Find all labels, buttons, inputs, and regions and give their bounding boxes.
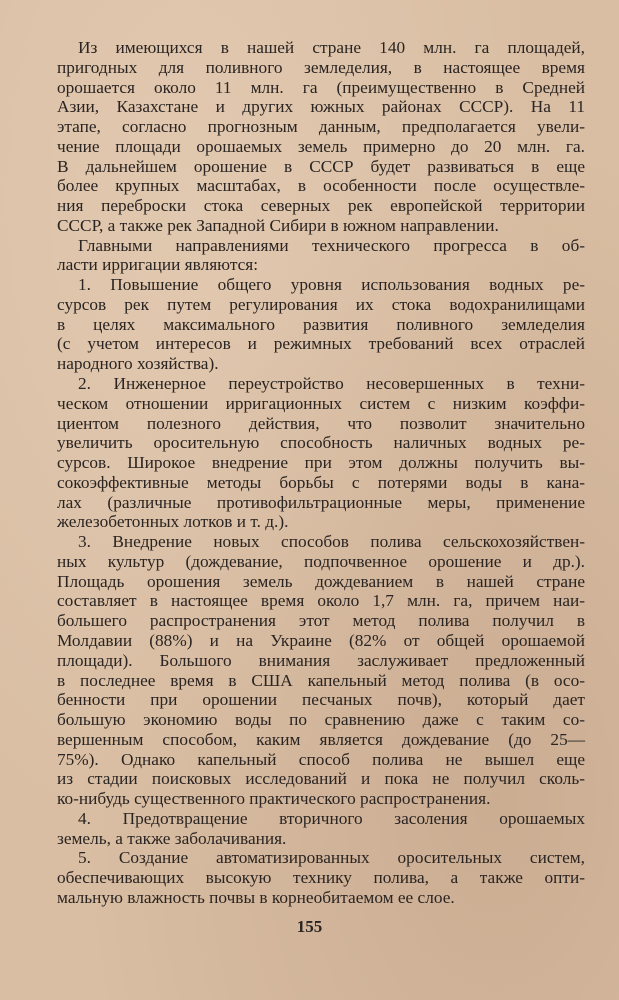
text-line: обеспечивающих высокую технику полива, а также опти- [57, 868, 585, 888]
text-line: сокоэффективные методы борьбы с потерями воды в кана- [57, 472, 585, 492]
text-line: циентом полезного действия, что позволит значительно [57, 413, 585, 433]
page-number: 155 [296, 917, 323, 936]
text-line: железобетонных лотков и т. д.). [57, 512, 289, 532]
text-line: Площадь орошения земель дождеванием в нашей стране [57, 571, 585, 591]
text-line: 75%). Однако капельный способ полива не вышел еще [57, 749, 585, 769]
text-line: (с учетом интересов и режимных требований всех отраслей [57, 334, 585, 354]
text-line: народного хозяйства). [57, 354, 219, 374]
text-line: 1. Повышение общего уровня использования водных ре- [78, 275, 585, 295]
text-line: сурсов. Широкое внедрение при этом должны получить вы- [57, 453, 585, 473]
text-line: Главными направлениями технического прогресса в об- [78, 235, 585, 255]
text-line: бенности при орошении песчаных почв), который дает [57, 690, 585, 710]
text-line: сурсов рек путем регулирования их стока водохранилищами [57, 294, 585, 314]
text-line: Молдавии (88%) и на Украине (82% от общей орошаемой [57, 630, 585, 650]
text-line: 5. Создание автоматизированных оросительных систем, [78, 848, 585, 868]
text-line: мальную влажность почвы в корнеобитаемом ее слое. [57, 887, 455, 907]
text-line: ко-нибудь существенного практического распространения. [57, 789, 491, 809]
text-line: большую экономию воды по сравнению даже с таким со- [57, 710, 585, 730]
text-line: в целях максимального развития поливного земледелия [57, 314, 585, 334]
text-line: большего распространения этот метод полива получил в [57, 611, 585, 631]
text-line: увеличить оросительную способность наличных водных ре- [57, 433, 585, 453]
text-line: чение площади орошаемых земель примерно до 20 млн. га. [57, 136, 585, 156]
text-line: 3. Внедрение новых способов полива сельскохозяйствен- [78, 532, 585, 552]
text-line: вершенным способом, каким является дождевание (до 25— [57, 729, 585, 749]
text-line: этапе, согласно прогнозным данным, предполагается увели- [57, 117, 585, 137]
text-line: более крупных масштабах, в особенности после осуществле- [57, 176, 585, 196]
body-text [57, 38, 585, 908]
text-line: из стадии поисковых исследований и пока не получил сколь- [57, 769, 585, 789]
text-line: ческом отношении ирригационных систем с низким коэффи- [57, 393, 585, 413]
text-line: 4. Предотвращение вторичного засоления орошаемых [78, 808, 585, 828]
text-line: лах (различные противофильтрационные меры, применение [57, 492, 585, 512]
text-line: пригодных для поливного земледелия, в настоящее время [57, 57, 585, 77]
text-line: Из имеющихся в нашей стране 140 млн. га площадей, [78, 38, 585, 57]
text-line: ных культур (дождевание, подпочвенное орошение и др.). [57, 551, 585, 571]
text-line: В дальнейшем орошение в СССР будет развиваться в еще [57, 156, 585, 176]
text-line: в последнее время в США капельный метод полива (в осо- [57, 670, 585, 690]
text-line: ласти ирригации являются: [57, 255, 259, 275]
text-line: СССР, а также рек Западной Сибири в южном направлении. [57, 215, 499, 235]
text-line: 2. Инженерное переустройство несовершенных в техни- [78, 374, 585, 394]
text-line: Азии, Казахстане и других южных районах СССР). На 11 [57, 97, 585, 117]
text-line: земель, а также заболачивания. [57, 828, 287, 848]
text-line: ния переброски стока северных рек европейской территории [57, 196, 585, 216]
text-line: орошается около 11 млн. га (преимущественно в Средней [57, 77, 585, 97]
text-line: составляет в настоящее время около 1,7 млн. га, причем наи- [57, 591, 585, 611]
text-line: площади). Большого внимания заслуживает предложенный [57, 650, 585, 670]
